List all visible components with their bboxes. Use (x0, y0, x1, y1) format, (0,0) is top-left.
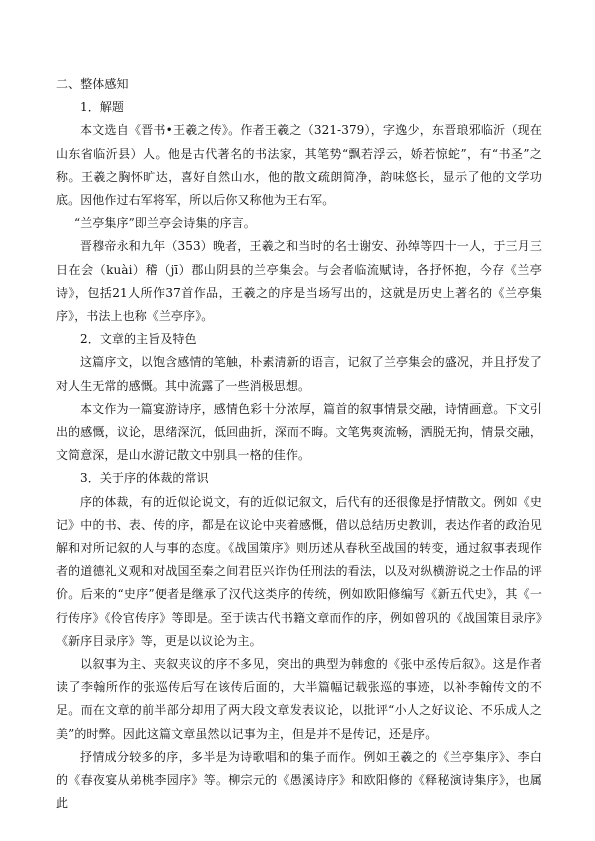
paragraph-features: 本文作为一篇宴游诗序，感情色彩十分浓厚，篇首的叙事情景交融，诗情画意。下文引出的感慨，议论，思绪深沉，低回曲折，深而不晦。文笔隽爽流畅，洒脱无拘，情景交融，文简意深，是山水游记散文中别具一格的佳作。 (56, 401, 542, 463)
subheading-theme-features: 2．文章的主旨及特色 (80, 332, 197, 347)
section-heading: 二、整体感知 (56, 77, 129, 91)
paragraph-genre-narrative: 以叙事为主、夹叙夹议的序不多见，突出的典型为韩愈的《张中丞传后叙》。这是作者读了李翰所作的张巡传后写在该传后面的，大半篇幅记载张巡的事迹，以补李翰传文的不足。而在文章的前半部分却用了两大段文章发表议论，以批评“小人之好议论、不乐成人之美”的时弊。因此这篇文章虽然以记事为主，但是并不是传记，还是序。 (56, 657, 542, 741)
paragraph-genre-argumentative: 序的体裁，有的近似论说文，有的近似记叙文，后代有的还很像是抒情散文。例如《史记》中的书、表、传的序，都是在议论中夹着感慨，借以总结历史教训，表达作者的政治见解和对所记叙的人与事的态度。《战国策序》则历述从春秋至战国的转变，通过叙事表现作者的道德礼义观和对战国至秦之间君臣兴诈伪任刑法的看法，以及对纵横游说之士作品的评价。后来的“史序”便者是继承了汉代这类序的传统，例如欧阳修编写《新五代史》，其《一行传序》《伶官传序》等即是。至于读古代书籍文章而作的序，例如曾巩的《战国策目录序》《新序目录序》等，更是以议论为主。 (56, 494, 542, 648)
subheading-title-explanation: 1．解题 (80, 100, 125, 115)
paragraph-genre-lyrical: 抒情成分较多的序，多半是为诗歌唱和的集子而作。例如王羲之的《兰亭集序》、李白的《春夜宴从弟桃李园序》等。柳宗元的《愚溪诗序》和欧阳修的《释秘演诗集序》，也属此 (56, 749, 542, 811)
subheading-preface-genre: 3．关于序的体裁的常识 (80, 471, 209, 486)
paragraph-theme: 这篇序文，以饱含感情的笔触，朴素清新的语言，记叙了兰亭集会的盛况，并且抒发了对人生无常的感慨。其中流露了一些消极思想。 (56, 355, 542, 393)
paragraph-title-meaning: “兰亭集序”即兰亭会诗集的序言。 (74, 216, 256, 231)
paragraph-gathering-background: 晋穆帝永和九年（353）晚者，王羲之和当时的名士谢安、孙绰等四十一人，于三月三日在会（kuài）稽（jī）郡山阴县的兰亭集会。与会者临流赋诗，各抒怀抱，今存《兰亭诗》，包括21人所作37首作品，王羲之的序是当场写出的，这就是历史上著名的《兰亭集序》，书法上也称《兰亭序》。 (56, 239, 542, 324)
paragraph-author-intro: 本文选自《晋书•王羲之传》。作者王羲之（321-379），字逸少，东晋琅邪临沂（现在山东省临沂县）人。他是古代著名的书法家，其笔势“飘若浮云，娇若惊蛇”，有“书圣”之称。王羲之胸怀旷达，喜好自然山水，他的散文疏朗简净，韵味悠长，显示了他的文学功底。因他作过右军将军，所以后你又称他为王右军。 (56, 123, 542, 208)
document-page (56, 73, 542, 816)
